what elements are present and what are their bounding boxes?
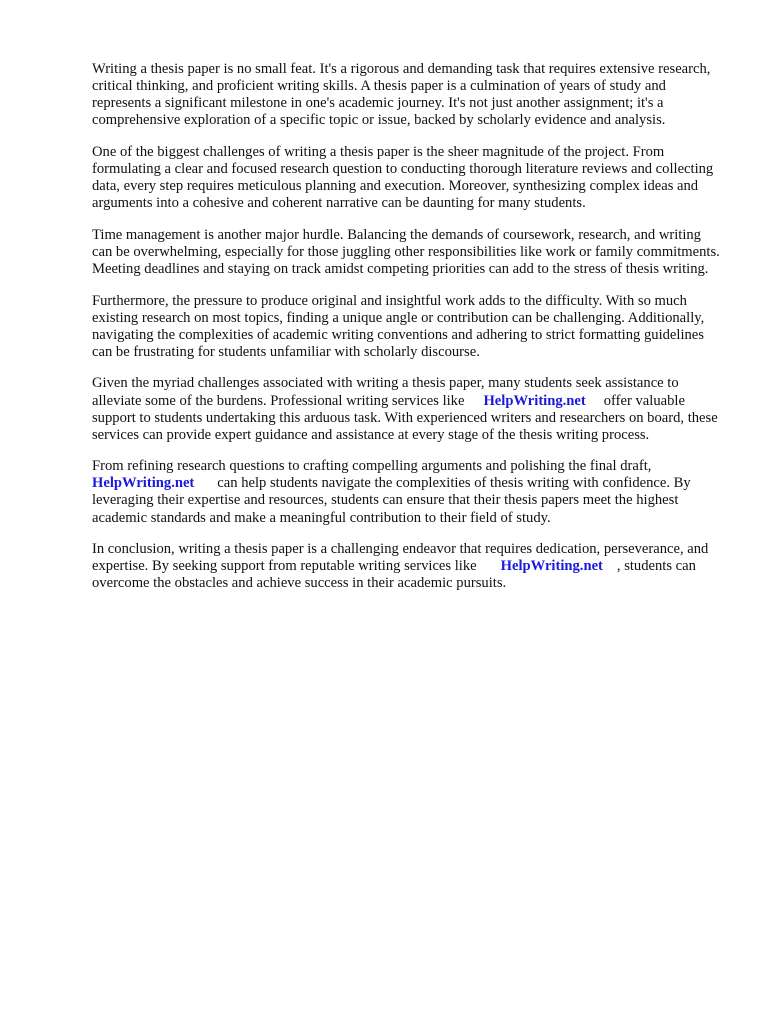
paragraph-refining-text-after: can help students navigate the complexities of thesis writing with confidence. By leveraging their expertise and resources, students can ensure that their thesis papers meet the highest academic standards and make a meaningful contribution to their field of study. xyxy=(92,475,691,526)
paragraph-time-management: Time management is another major hurdle. Balancing the demands of coursework, research, and writing can be overwhelming, especially for those juggling other responsibilities like work or family commitments. Meeting deadlines and staying on track amidst competing priorities can add to the stress of thesis writing. xyxy=(92,226,720,277)
paragraph-challenges: One of the biggest challenges of writing a thesis paper is the sheer magnitude of the project. From formulating a clear and focused research question to conducting thorough literature reviews and collecting data, every step requires meticulous planning and execution. Moreover, synthesizing complex ideas and arguments into a cohesive and coherent narrative can be daunting for many students. xyxy=(92,143,714,212)
paragraph-refining xyxy=(92,458,722,526)
paragraph-assistance-text-before: Given the myriad challenges associated with writing a thesis paper, many students seek assistance to alleviate some of the burdens. Professional writing services like xyxy=(92,375,679,409)
paragraph-assistance xyxy=(92,375,722,443)
document-page xyxy=(92,61,722,607)
paragraph-intro: Writing a thesis paper is no small feat. It's a rigorous and demanding task that requires extensive research, critical thinking, and proficient writing skills. A thesis paper is a culmination of years of study and represents a significant milestone in one's academic journey. It's not just another assignment; it's a comprehensive exploration of a specific topic or issue, backed by scholarly evidence and analysis. xyxy=(92,61,711,129)
helpwriting-link-1[interactable]: HelpWriting.net xyxy=(483,392,586,409)
paragraph-pressure: Furthermore, the pressure to produce original and insightful work adds to the difficulty. With so much existing research on most topics, finding a unique angle or contribution can be challenging. Additionally, navigating the complexities of academic writing conventions and adhering to strict formatting guidelines can be frustrating for students unfamiliar with scholarly discourse. xyxy=(92,292,705,360)
paragraph-conclusion-text-before: In conclusion, writing a thesis paper is a challenging endeavor that requires dedication, perseverance, and expertise. By seeking support from reputable writing services like xyxy=(92,541,709,575)
helpwriting-link-3[interactable]: HelpWriting.net xyxy=(500,558,603,575)
paragraph-assistance-text-after: offer valuable support to students undertaking this arduous task. With experienced writers and researchers on board, these services can provide expert guidance and assistance at every stage of the thesis writing process. xyxy=(92,392,718,443)
paragraph-conclusion xyxy=(92,541,722,592)
paragraph-conclusion-text-after: , students can overcome the obstacles and achieve success in their academic pursuits. xyxy=(92,558,696,592)
helpwriting-link-2[interactable]: HelpWriting.net xyxy=(92,475,195,492)
paragraph-refining-text-before: From refining research questions to crafting compelling arguments and polishing the final draft, xyxy=(92,458,652,475)
